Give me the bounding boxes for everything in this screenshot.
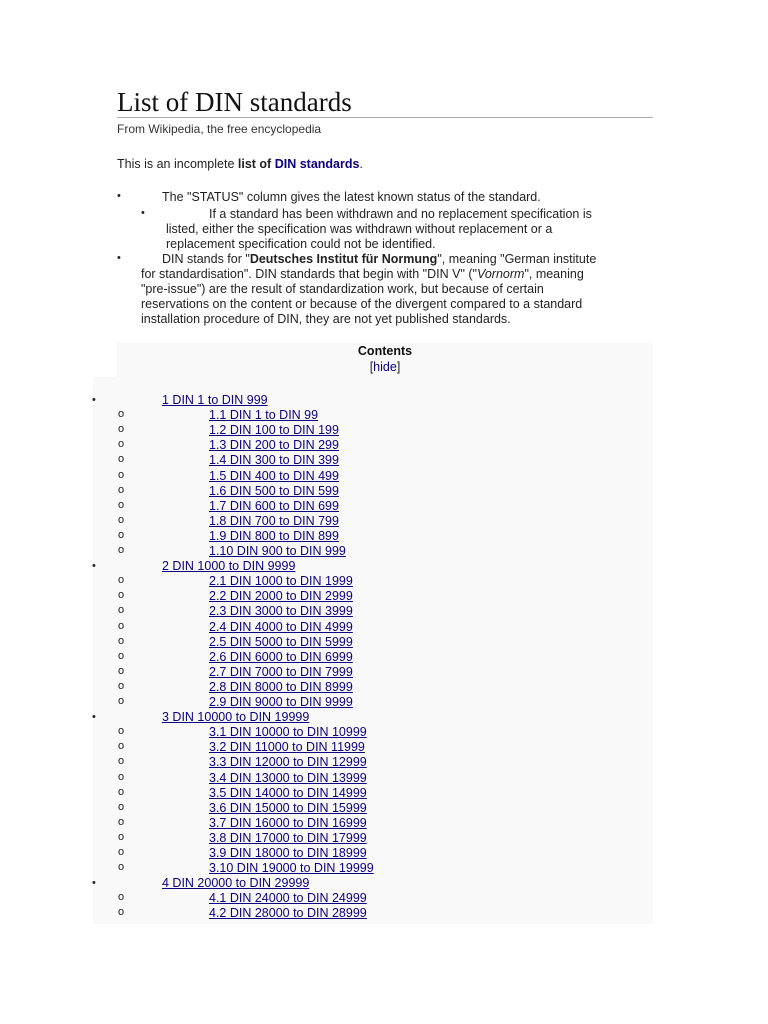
toc-marker: o [118,514,125,526]
toc-subsection-entry [209,786,367,801]
toc-link[interactable]: 2.8 DIN 8000 to DIN 8999 [209,680,353,694]
toc-link[interactable]: 2 DIN 1000 to DIN 9999 [162,559,296,573]
toc-link[interactable]: 3.3 DIN 12000 to DIN 12999 [209,755,367,769]
toc-marker: o [118,574,125,586]
toc-marker: o [118,801,125,813]
withdrawn-line: If a standard has been withdrawn and no replacement specification is [209,207,592,221]
toc-subsection-entry [209,650,353,665]
toc-link[interactable]: 4.2 DIN 28000 to DIN 28999 [209,906,367,920]
toc-link[interactable]: 2.5 DIN 5000 to DIN 5999 [209,635,353,649]
toc-subsection-entry [209,740,365,755]
toc-subsection-entry [209,423,339,438]
toc-subsection-entry [209,574,353,589]
toc-link[interactable]: 1.10 DIN 900 to DIN 999 [209,544,346,558]
toc-subsection-entry [209,846,367,861]
toc-subsection-entry [209,544,346,559]
bullet-marker: • [117,190,121,202]
toc-subsection-entry [209,635,353,650]
toc-link[interactable]: 2.9 DIN 9000 to DIN 9999 [209,695,353,709]
toc-section-entry [162,710,309,725]
toc-link[interactable]: 1.4 DIN 300 to DIN 399 [209,453,339,467]
toc-marker: o [118,771,125,783]
toc-link[interactable]: 2.7 DIN 7000 to DIN 7999 [209,665,353,679]
din-line: "pre-issue") are the result of standardization work, but because of certain [141,282,544,296]
withdrawn-line: listed, either the specification was withdrawn without replacement or a [166,222,553,236]
toc-link[interactable]: 3 DIN 10000 to DIN 19999 [162,710,310,724]
toc-link[interactable]: 3.2 DIN 11000 to DIN 11999 [209,740,365,754]
toc-link[interactable]: 4 DIN 20000 to DIN 29999 [162,876,310,890]
toc-link[interactable]: 2.6 DIN 6000 to DIN 6999 [209,650,353,664]
toc-hide-control [117,360,653,374]
toc-subsection-entry [209,831,367,846]
status-bullet: The "STATUS" column gives the latest known status of the standard. [162,190,541,204]
toc-subsection-entry [209,484,339,499]
toc-marker: o [118,635,125,647]
din-line [141,267,596,282]
din-line: reservations on the content or because of the divergent compared to a standard [141,297,583,311]
toc-marker: o [118,665,125,677]
toc-link[interactable]: 1 DIN 1 to DIN 999 [162,393,268,407]
toc-link[interactable]: 1.6 DIN 500 to DIN 599 [209,484,339,498]
page-title: List of DIN standards [117,87,352,117]
toc-marker: • [92,877,96,889]
toc-link[interactable]: 3.10 DIN 19000 to DIN 19999 [209,861,374,875]
toc-subsection-entry [209,438,339,453]
toc-subsection-entry [209,665,353,680]
toc-link[interactable]: 1.3 DIN 200 to DIN 299 [209,438,339,452]
toc-marker: o [118,725,125,737]
toc-subsection-entry [209,408,318,423]
toc-title: Contents [357,344,413,358]
toc-section-entry [162,393,268,408]
toc-link[interactable]: 2.4 DIN 4000 to DIN 4999 [209,620,353,634]
toc-link[interactable]: 1.8 DIN 700 to DIN 799 [209,514,339,528]
toc-section-entry [162,559,295,574]
toc-subsection-entry [209,755,367,770]
toc-link[interactable]: 3.4 DIN 13000 to DIN 13999 [209,771,367,785]
toc-link[interactable]: 2.1 DIN 1000 to DIN 1999 [209,574,353,588]
din-full-name: Deutsches Institut für Normung [249,252,438,266]
toc-link[interactable]: 1.1 DIN 1 to DIN 99 [209,408,319,422]
din-text: DIN stands for " [162,252,250,266]
toc-marker: • [92,394,96,406]
toc-subsection-entry [209,499,339,514]
toc-marker: o [118,846,125,858]
toc-marker: o [118,423,125,435]
toc-hide-link[interactable]: hide [373,360,397,374]
toc-link[interactable]: 1.5 DIN 400 to DIN 499 [209,469,339,483]
toc-subsection-entry [209,816,367,831]
toc-link[interactable]: 1.7 DIN 600 to DIN 699 [209,499,339,513]
title-divider [117,117,653,118]
toc-marker: o [118,695,125,707]
toc-subsection-entry [209,891,367,906]
withdrawn-bullet [166,207,592,252]
din-text: ", meaning "German institute [437,252,597,266]
toc-marker: o [118,469,125,481]
toc-subsection-entry [209,801,367,816]
toc-marker: o [118,650,125,662]
intro-prefix: This is an incomplete [117,157,238,171]
toc-marker: o [118,589,125,601]
toc-marker: o [118,891,125,903]
toc-subsection-entry [209,695,353,710]
toc-link[interactable]: 3.5 DIN 14000 to DIN 14999 [209,786,367,800]
bullet-marker: • [141,207,145,219]
toc-marker: • [92,711,96,723]
toc-marker: o [118,831,125,843]
bullet-marker: • [117,252,121,264]
toc-link[interactable]: 3.6 DIN 15000 to DIN 15999 [209,801,367,815]
toc-link[interactable]: 1.2 DIN 100 to DIN 199 [209,423,339,437]
toc-marker: o [118,604,125,616]
toc-link[interactable]: 3.9 DIN 18000 to DIN 18999 [209,846,367,860]
toc-marker: o [118,740,125,752]
toc-marker: o [118,786,125,798]
toc-link[interactable]: 1.9 DIN 800 to DIN 899 [209,529,339,543]
toc-link[interactable]: 2.3 DIN 3000 to DIN 3999 [209,604,353,618]
din-standards-link[interactable]: DIN standards [274,157,360,171]
toc-subsection-entry [209,453,339,468]
din-bullet [141,252,596,327]
toc-marker: o [118,620,125,632]
tagline: From Wikipedia, the free encyclopedia [117,122,322,136]
withdrawn-line: replacement specification could not be identified. [166,237,436,251]
toc-marker: o [118,861,125,873]
toc-subsection-entry [209,771,367,786]
toc-link[interactable]: 4.1 DIN 24000 to DIN 24999 [209,891,367,905]
din-text: for standardisation". DIN standards that begin with "DIN V" (" [141,267,477,281]
toc-subsection-entry [209,725,367,740]
toc-marker: o [118,906,125,918]
toc-subsection-entry [209,680,353,695]
toc-marker: • [92,560,96,572]
toc-link[interactable]: 2.2 DIN 2000 to DIN 2999 [209,589,353,603]
toc-marker: o [118,529,125,541]
din-line: installation procedure of DIN, they are not yet published standards. [141,312,511,326]
toc-marker: o [118,680,125,692]
toc-link[interactable]: 3.1 DIN 10000 to DIN 10999 [209,725,367,739]
din-text: ", meaning [524,267,584,281]
intro-paragraph [117,157,363,171]
intro-bold: list of [237,157,275,171]
toc-marker: o [118,816,125,828]
toc-subsection-entry [209,589,353,604]
toc-marker: o [118,438,125,450]
bracket: [ [369,360,374,374]
din-line [141,252,596,267]
intro-suffix: . [359,157,363,171]
toc-link[interactable]: 3.8 DIN 17000 to DIN 17999 [209,831,367,845]
toc-subsection-entry [209,861,374,876]
toc-marker: o [118,544,125,556]
toc-list [93,377,653,924]
bracket: ] [396,360,401,374]
toc-section-entry [162,876,309,891]
toc-header [117,343,653,377]
toc-subsection-entry [209,604,353,619]
vornorm-term: Vornorm [476,267,525,281]
toc-subsection-entry [209,514,339,529]
toc-subsection-entry [209,906,367,921]
toc-marker: o [118,499,125,511]
toc-subsection-entry [209,529,339,544]
toc-link[interactable]: 3.7 DIN 16000 to DIN 16999 [209,816,367,830]
toc-subsection-entry [209,620,353,635]
toc-marker: o [118,755,125,767]
toc-marker: o [118,453,125,465]
toc-subsection-entry [209,469,339,484]
toc-marker: o [118,484,125,496]
toc-marker: o [118,408,125,420]
